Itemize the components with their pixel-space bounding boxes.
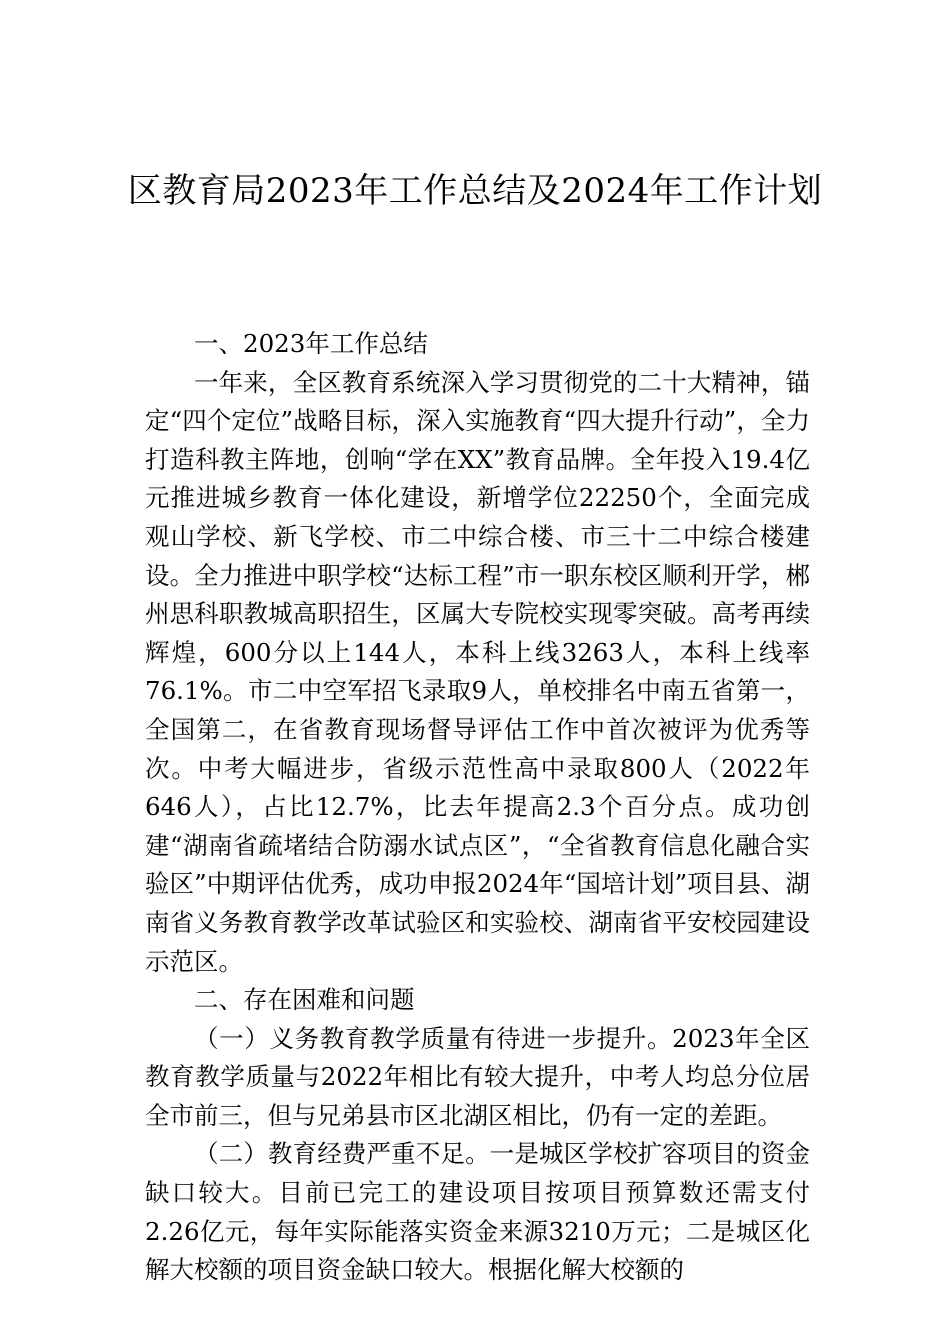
section-heading-problems: 二、存在困难和问题 [194, 985, 415, 1015]
paragraph-problem-2: （二）教育经费严重不足。一是城区学校扩容项目的资金缺口较大。目前已完工的建设项目按项目预算数还需支付2.26亿元，每年实际能落实资金来源3210万元；二是城区化解大校额的项目资金缺口较大。根据化解大校额的 [145, 1139, 810, 1285]
document-title: 区教育局2023年工作总结及2024年工作计划 [127, 171, 823, 211]
document-body [145, 325, 810, 1290]
paragraph-problem-1: （一）义务教育教学质量有待进一步提升。2023年全区教育教学质量与2022年相比有较大提升，中考人均总分位居全市前三，但与兄弟县市区北湖区相比，仍有一定的差距。 [145, 1023, 810, 1130]
paragraph-summary: 一年来，全区教育系统深入学习贯彻党的二十大精神，锚定“四个定位”战略目标，深入实施教育“四大提升行动”，全力打造科教主阵地，创响“学在XX”教育品牌。全年投入19.4亿元推进城乡教育一体化建设，新增学位22250个，全面完成观山学校、新飞学校、市二中综合楼、市三十二中综合楼建设。全力推进中职学校“达标工程”市一职东校区顺利开学，郴州思科职教城高职招生，区属大专院校实现零突破。高考再续辉煌，600分以上144人，本科上线3263人，本科上线率76.1%。市二中空军招飞录取9人，单校排名中南五省第一，全国第二，在省教育现场督导评估工作中首次被评为优秀等次。中考大幅进步，省级示范性高中录取800人（2022年646人），占比12.7%，比去年提高2.3个百分点。成功创建“湖南省疏堵结合防溺水试点区”，“全省教育信息化融合实验区”中期评估优秀，成功申报2024年“国培计划”项目县、湖南省义务教育教学改革试验区和实验校、湖南省平安校园建设示范区。 [145, 367, 810, 976]
section-heading-summary: 一、2023年工作总结 [194, 329, 428, 358]
